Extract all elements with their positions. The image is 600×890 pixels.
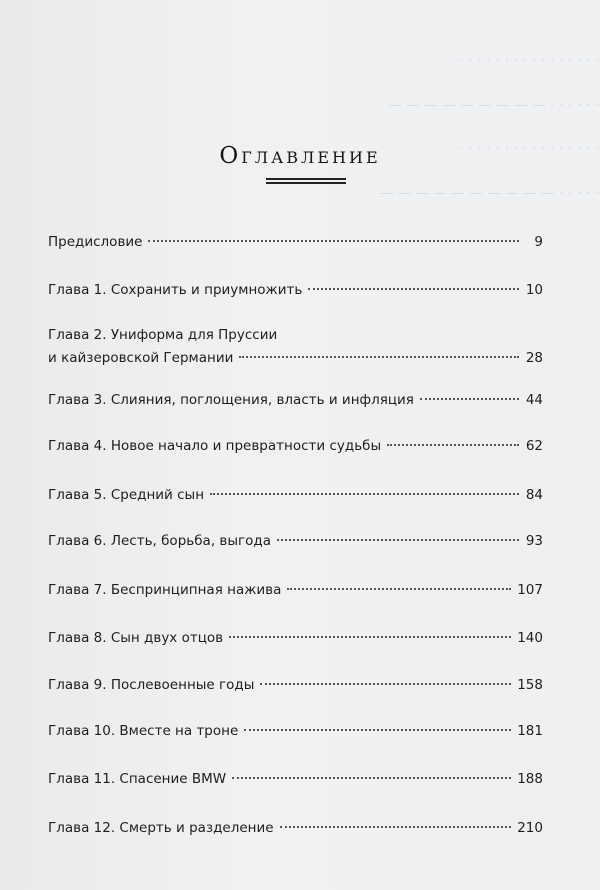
toc-entry-label: Глава 7. Беспринципная нажива xyxy=(48,582,282,598)
toc-entry-page: 93 xyxy=(525,533,543,549)
toc-entry-page: 158 xyxy=(517,677,543,693)
toc-entry-page: 188 xyxy=(517,771,543,787)
toc-entry-chapter-11[interactable] xyxy=(48,769,543,789)
leader-dots xyxy=(277,539,519,541)
toc-entry-label: Глава 10. Вместе на троне xyxy=(48,723,239,739)
toc-entry-label: Глава 5. Средний сын xyxy=(48,487,205,503)
toc-entry-chapter-5[interactable] xyxy=(48,485,543,505)
toc-entry-chapter-2[interactable] xyxy=(48,325,543,368)
toc-entry-label: Глава 8. Сын двух отцов xyxy=(48,630,224,646)
leader-dots xyxy=(148,240,519,242)
toc-entry-label: Глава 12. Смерть и разделение xyxy=(48,820,274,836)
toc-entry-label: Глава 1. Сохранить и приумножить xyxy=(48,282,303,298)
leader-dots xyxy=(210,493,519,495)
leader-dots xyxy=(244,729,511,731)
toc-entry-page: 84 xyxy=(525,487,543,503)
leader-dots xyxy=(229,636,511,638)
toc-entry-page: 181 xyxy=(517,723,543,739)
leader-dots xyxy=(232,777,511,779)
toc-entry-page: 28 xyxy=(525,350,543,366)
leader-dots xyxy=(239,356,519,358)
toc-entry-label: и кайзеровской Германии xyxy=(48,350,234,366)
toc-entry-page: 62 xyxy=(525,438,543,454)
toc-entry-chapter-6[interactable] xyxy=(48,531,543,551)
leader-dots xyxy=(387,444,519,446)
toc-entry-label: Глава 3. Слияния, поглощения, власть и инфляция xyxy=(48,392,414,408)
toc-entry-label: Глава 9. Послевоенные годы xyxy=(48,677,255,693)
leader-dots xyxy=(260,683,511,685)
bleed-through-decoration: · · · · · · · · · · · · · · · · — — — — — — — — — · · · · · · · · · · · · · · · · · · · · · · — — — — — — — — — — · · · · · xyxy=(379,54,600,201)
toc-entry-page: 140 xyxy=(517,630,543,646)
toc-entry-chapter-1[interactable] xyxy=(48,280,543,300)
toc-entry-page: 107 xyxy=(517,582,543,598)
toc-entry-page: 210 xyxy=(517,820,543,836)
toc-entry-chapter-8[interactable] xyxy=(48,628,543,648)
toc-entry-label-line1: Глава 2. Униформа для Пруссии xyxy=(48,327,278,343)
toc-entry-label: Глава 11. Спасение BMW xyxy=(48,771,227,787)
toc-entry-label: Предисловие xyxy=(48,234,143,250)
leader-dots xyxy=(280,826,512,828)
toc-entry-chapter-3[interactable] xyxy=(48,390,543,410)
leader-dots xyxy=(420,398,519,400)
page-title: Оглавление xyxy=(219,143,381,169)
toc-entry-label: Глава 4. Новое начало и превратности судьбы xyxy=(48,438,382,454)
toc-entry-label: Глава 6. Лесть, борьба, выгода xyxy=(48,533,271,549)
leader-dots xyxy=(287,588,511,590)
toc-entry-page: 9 xyxy=(534,234,543,250)
toc-entry-preface[interactable] xyxy=(48,232,543,252)
toc-entry-chapter-7[interactable] xyxy=(48,580,543,600)
toc-entry-chapter-9[interactable] xyxy=(48,675,543,695)
toc-entry-chapter-4[interactable] xyxy=(48,436,543,456)
toc-entry-chapter-12[interactable] xyxy=(48,818,543,838)
toc-entry-page: 44 xyxy=(525,392,543,408)
leader-dots xyxy=(308,288,519,290)
toc-entry-page: 10 xyxy=(525,282,543,298)
toc-entry-chapter-10[interactable] xyxy=(48,721,543,741)
